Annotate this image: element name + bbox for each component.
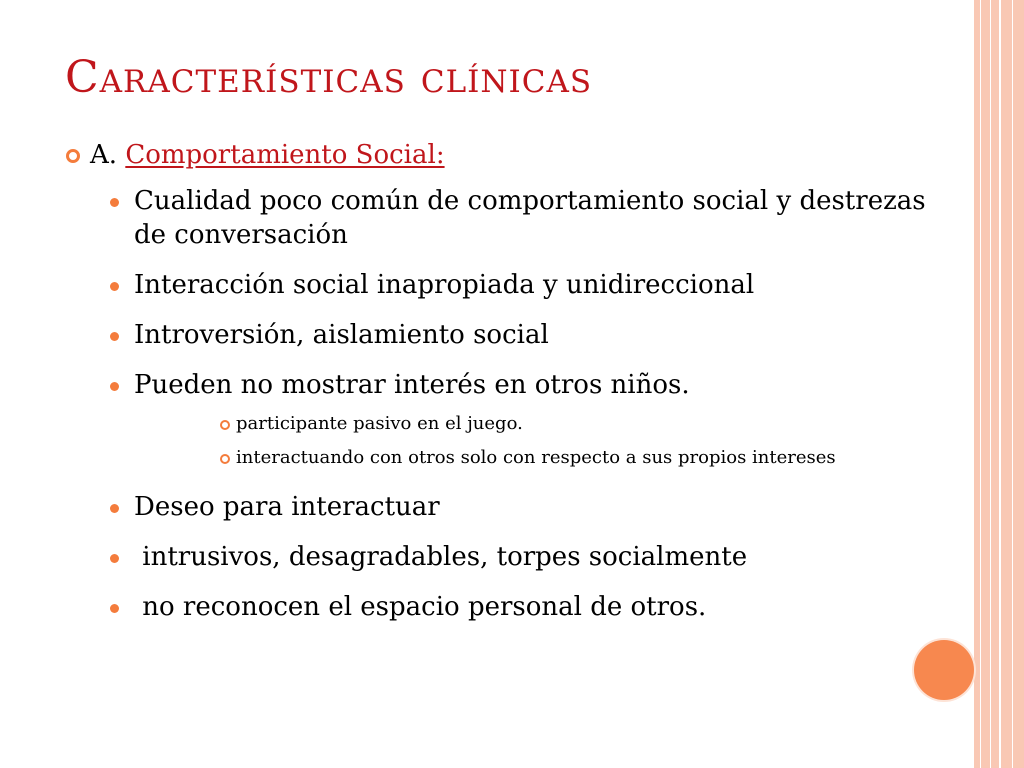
stripe-line	[990, 0, 991, 768]
ring-bullet-icon	[66, 149, 80, 163]
slide-title: Características clínicas	[65, 52, 593, 103]
list-item-text: no reconocen el espacio personal de otros.	[134, 592, 707, 622]
orange-circle-decoration	[914, 640, 974, 700]
list-item	[62, 184, 932, 252]
small-ring-bullet-icon	[220, 420, 230, 430]
list-item-text: Cualidad poco común de comportamiento social y destrezas de conversación	[134, 186, 926, 250]
list-item	[62, 368, 932, 470]
list-item	[62, 490, 932, 524]
section-prefix: A.	[90, 140, 126, 170]
list-item	[62, 268, 932, 302]
sub-list-item	[134, 412, 932, 436]
section-title: Comportamiento Social:	[125, 140, 445, 170]
sub-list-item-text: interactuando con otros solo con respecto a sus propios intereses	[236, 447, 836, 468]
dot-bullet-icon	[110, 332, 119, 341]
list-item	[62, 590, 932, 624]
dot-bullet-icon	[110, 504, 119, 513]
dot-bullet-icon	[110, 198, 119, 207]
sub-list-item-text: participante pasivo en el juego.	[236, 413, 523, 434]
section-heading	[62, 138, 932, 172]
dot-bullet-icon	[110, 382, 119, 391]
list-item-text: Pueden no mostrar interés en otros niños.	[134, 370, 690, 400]
sub-list-item	[134, 446, 932, 470]
slide-content	[62, 138, 932, 624]
dot-bullet-icon	[110, 604, 119, 613]
dot-bullet-icon	[110, 554, 119, 563]
bullet-list	[62, 184, 932, 624]
small-ring-bullet-icon	[220, 454, 230, 464]
side-stripe-decoration	[974, 0, 1024, 768]
list-item-text: intrusivos, desagradables, torpes socialmente	[134, 542, 748, 572]
stripe-line	[980, 0, 981, 768]
stripe-line	[1012, 0, 1013, 768]
list-item-text: Deseo para interactuar	[134, 492, 440, 522]
sub-bullet-list	[134, 412, 932, 470]
list-item-text: Interacción social inapropiada y unidireccional	[134, 270, 755, 300]
list-item	[62, 540, 932, 574]
list-item-text: Introversión, aislamiento social	[134, 320, 549, 350]
dot-bullet-icon	[110, 282, 119, 291]
stripe-line	[999, 0, 1001, 768]
list-item	[62, 318, 932, 352]
